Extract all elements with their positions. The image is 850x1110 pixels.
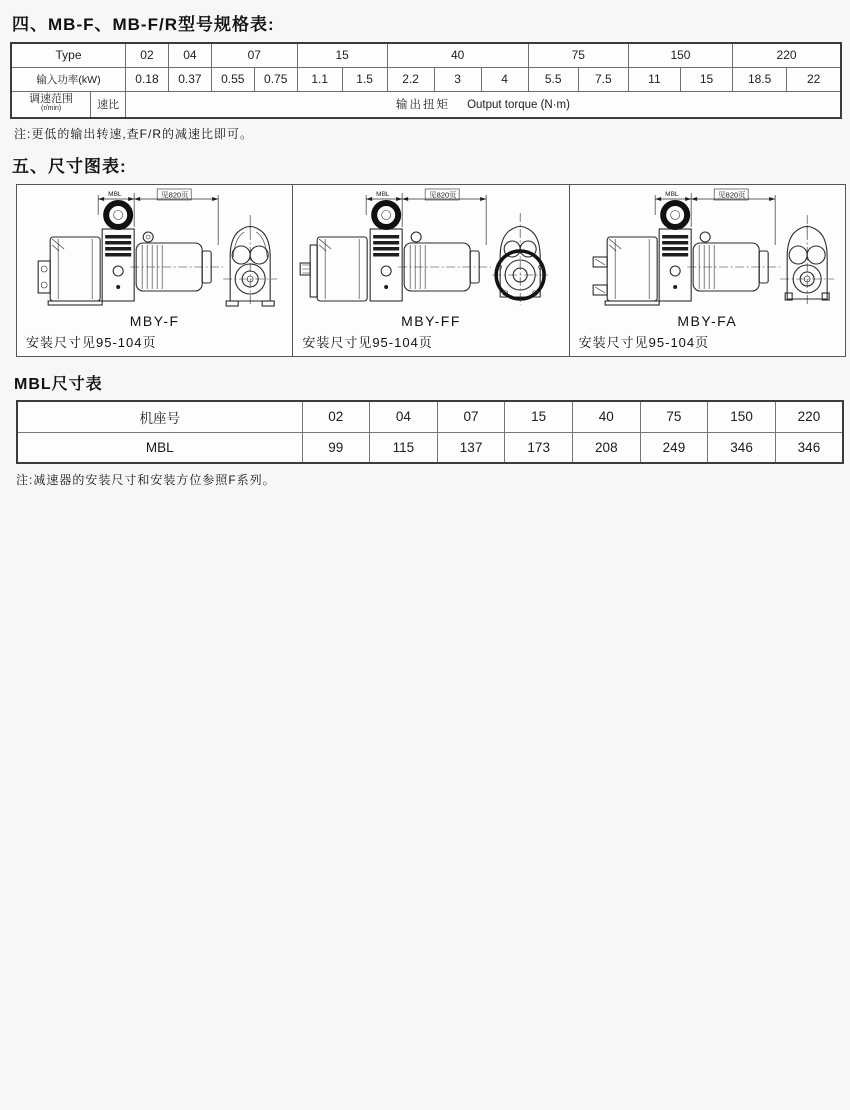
power-label-cell: 输入功率(kW)	[11, 67, 125, 91]
mbl-table	[16, 400, 844, 464]
gearmotor-side-front-drawing-fa	[570, 185, 845, 307]
speed-range-header	[11, 91, 91, 118]
mbl-value-cell: 115	[370, 432, 438, 463]
type-group-header: 02	[125, 43, 168, 67]
type-group-header: 15	[297, 43, 387, 67]
mbl-value-cell: 346	[708, 432, 776, 463]
type-group-header: 40	[387, 43, 528, 67]
dim-label-mbl: MBL	[664, 191, 679, 198]
spec-table-note: 注:更低的输出转速,查F/R的减速比即可。	[14, 127, 253, 141]
type-group-header: 75	[528, 43, 628, 67]
type-group-header: 04	[168, 43, 211, 67]
power-value-header: 0.18	[125, 67, 168, 91]
power-value-header: 0.75	[254, 67, 297, 91]
section4-title: 四、MB-F、MB-F/R型号规格表:	[12, 15, 275, 34]
mbl-size-cell: 02	[302, 401, 370, 432]
mbl-size-cell: 07	[437, 401, 505, 432]
output-torque-label-cn: 输出扭矩	[396, 99, 450, 112]
type-header-row	[11, 43, 841, 67]
mbl-size-row-label: 机座号	[17, 401, 302, 432]
mbl-value-row-label: MBL	[17, 432, 302, 463]
mbl-size-cell: 75	[640, 401, 708, 432]
dim-ref-label: 见820页	[429, 190, 458, 200]
mbl-value-cell: 249	[640, 432, 708, 463]
speed-range-unit: (r/min)	[41, 105, 62, 113]
output-torque-label-en: Output torque (N·m)	[467, 99, 570, 112]
power-value-header: 22	[787, 67, 841, 91]
panel-caption-mby-ff: MBY-FF	[401, 313, 461, 329]
power-value-header: 2.2	[387, 67, 434, 91]
dim-ref-label: 见820页	[161, 190, 189, 200]
mbl-value-row	[17, 432, 843, 463]
power-header-row	[11, 67, 841, 91]
power-value-header: 3	[434, 67, 481, 91]
power-value-header: 7.5	[578, 67, 628, 91]
power-value-header: 15	[680, 67, 732, 91]
catalog-page	[0, 0, 850, 488]
gearmotor-side-front-drawing-f	[17, 185, 292, 307]
output-torque-header	[125, 91, 841, 118]
mbl-size-cell: 15	[505, 401, 573, 432]
mbl-value-cell: 99	[302, 432, 370, 463]
speed-range-label: 调速范围	[29, 93, 74, 106]
dim-label-mbl: MBL	[108, 191, 122, 198]
type-group-header: 150	[628, 43, 732, 67]
dimension-diagram-box	[16, 184, 846, 357]
power-value-header: 18.5	[733, 67, 787, 91]
type-group-header: 220	[733, 43, 841, 67]
section5-title: 五、尺寸图表:	[12, 157, 127, 176]
mbl-size-cell: 220	[775, 401, 843, 432]
mbl-value-cell: 346	[775, 432, 843, 463]
panel-caption-mby-f: MBY-F	[129, 313, 180, 329]
panel-install-note-fa: 安装尺寸见95-104页	[578, 335, 710, 350]
mbl-size-row	[17, 401, 843, 432]
power-value-header: 1.1	[297, 67, 342, 91]
mbl-table-title: MBL尺寸表	[14, 376, 103, 393]
dim-ref-label: 见820页	[717, 190, 746, 200]
mbl-table-note: 注:减速器的安装尺寸和安装方位参照F系列。	[16, 473, 276, 487]
mbl-size-cell: 04	[370, 401, 438, 432]
ratio-header: 速比	[91, 91, 126, 118]
panel-install-note-ff: 安装尺寸见95-104页	[302, 335, 433, 350]
mbl-size-cell: 40	[573, 401, 641, 432]
mbl-value-cell: 173	[505, 432, 573, 463]
type-group-header: 07	[211, 43, 297, 67]
type-label-cell: Type	[11, 43, 125, 67]
gearmotor-side-front-drawing-ff	[293, 185, 568, 307]
power-value-header: 0.37	[168, 67, 211, 91]
panel-caption-mby-fa: MBY-FA	[677, 313, 738, 329]
mbl-value-cell: 208	[573, 432, 641, 463]
mbl-value-cell: 137	[437, 432, 505, 463]
torque-header-row	[11, 91, 841, 118]
power-value-header: 1.5	[342, 67, 387, 91]
mbl-size-cell: 150	[708, 401, 776, 432]
power-value-header: 4	[481, 67, 528, 91]
panel-install-note-f: 安装尺寸见95-104页	[26, 335, 157, 350]
dim-label-mbl: MBL	[376, 191, 390, 198]
power-value-header: 11	[628, 67, 680, 91]
dimension-panel-mby-fa	[570, 185, 845, 356]
dimension-panel-mby-ff	[293, 185, 569, 356]
dimension-panel-mby-f	[17, 185, 293, 356]
spec-table	[10, 42, 842, 119]
power-value-header: 0.55	[211, 67, 254, 91]
power-value-header: 5.5	[528, 67, 578, 91]
